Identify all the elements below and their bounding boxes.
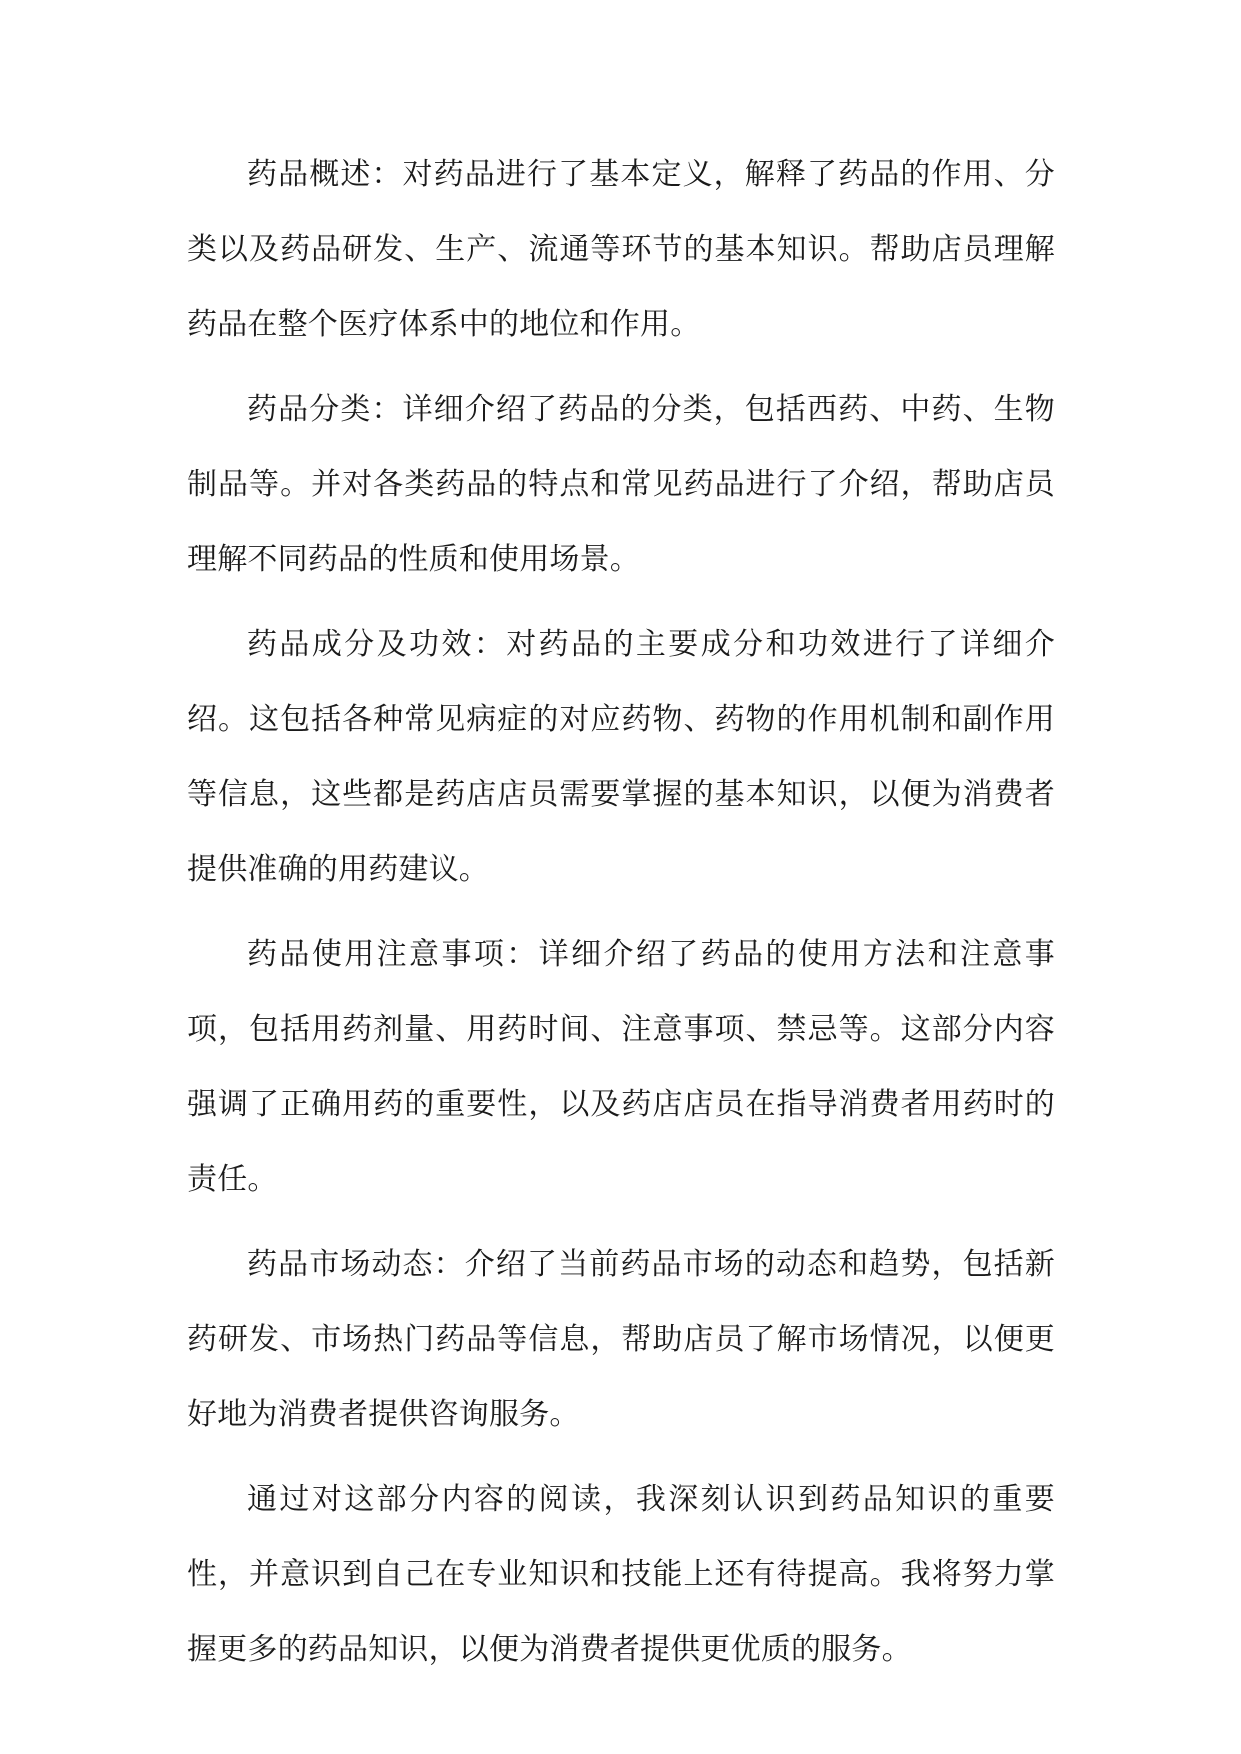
paragraph-drug-overview: 药品概述：对药品进行了基本定义，解释了药品的作用、分类以及药品研发、生产、流通等环节的基本知识。帮助店员理解药品在整个医疗体系中的地位和作用。 [187,157,1055,342]
document-body [187,137,1055,1697]
paragraph-drug-ingredients-effects: 药品成分及功效：对药品的主要成分和功效进行了详细介绍。这包括各种常见病症的对应药物、药物的作用机制和副作用等信息，这些都是药店店员需要掌握的基本知识，以便为消费者提供准确的用药建议。 [187,627,1055,887]
paragraph-drug-classification: 药品分类：详细介绍了药品的分类，包括西药、中药、生物制品等。并对各类药品的特点和常见药品进行了介绍，帮助店员理解不同药品的性质和使用场景。 [187,392,1055,577]
paragraph-drug-market-trends: 药品市场动态：介绍了当前药品市场的动态和趋势，包括新药研发、市场热门药品等信息，帮助店员了解市场情况，以便更好地为消费者提供咨询服务。 [187,1247,1055,1432]
paragraph-reflection: 通过对这部分内容的阅读，我深刻认识到药品知识的重要性，并意识到自己在专业知识和技能上还有待提高。我将努力掌握更多的药品知识，以便为消费者提供更优质的服务。 [187,1482,1055,1667]
paragraph-drug-usage-precautions: 药品使用注意事项：详细介绍了药品的使用方法和注意事项，包括用药剂量、用药时间、注意事项、禁忌等。这部分内容强调了正确用药的重要性，以及药店店员在指导消费者用药时的责任。 [187,937,1055,1197]
